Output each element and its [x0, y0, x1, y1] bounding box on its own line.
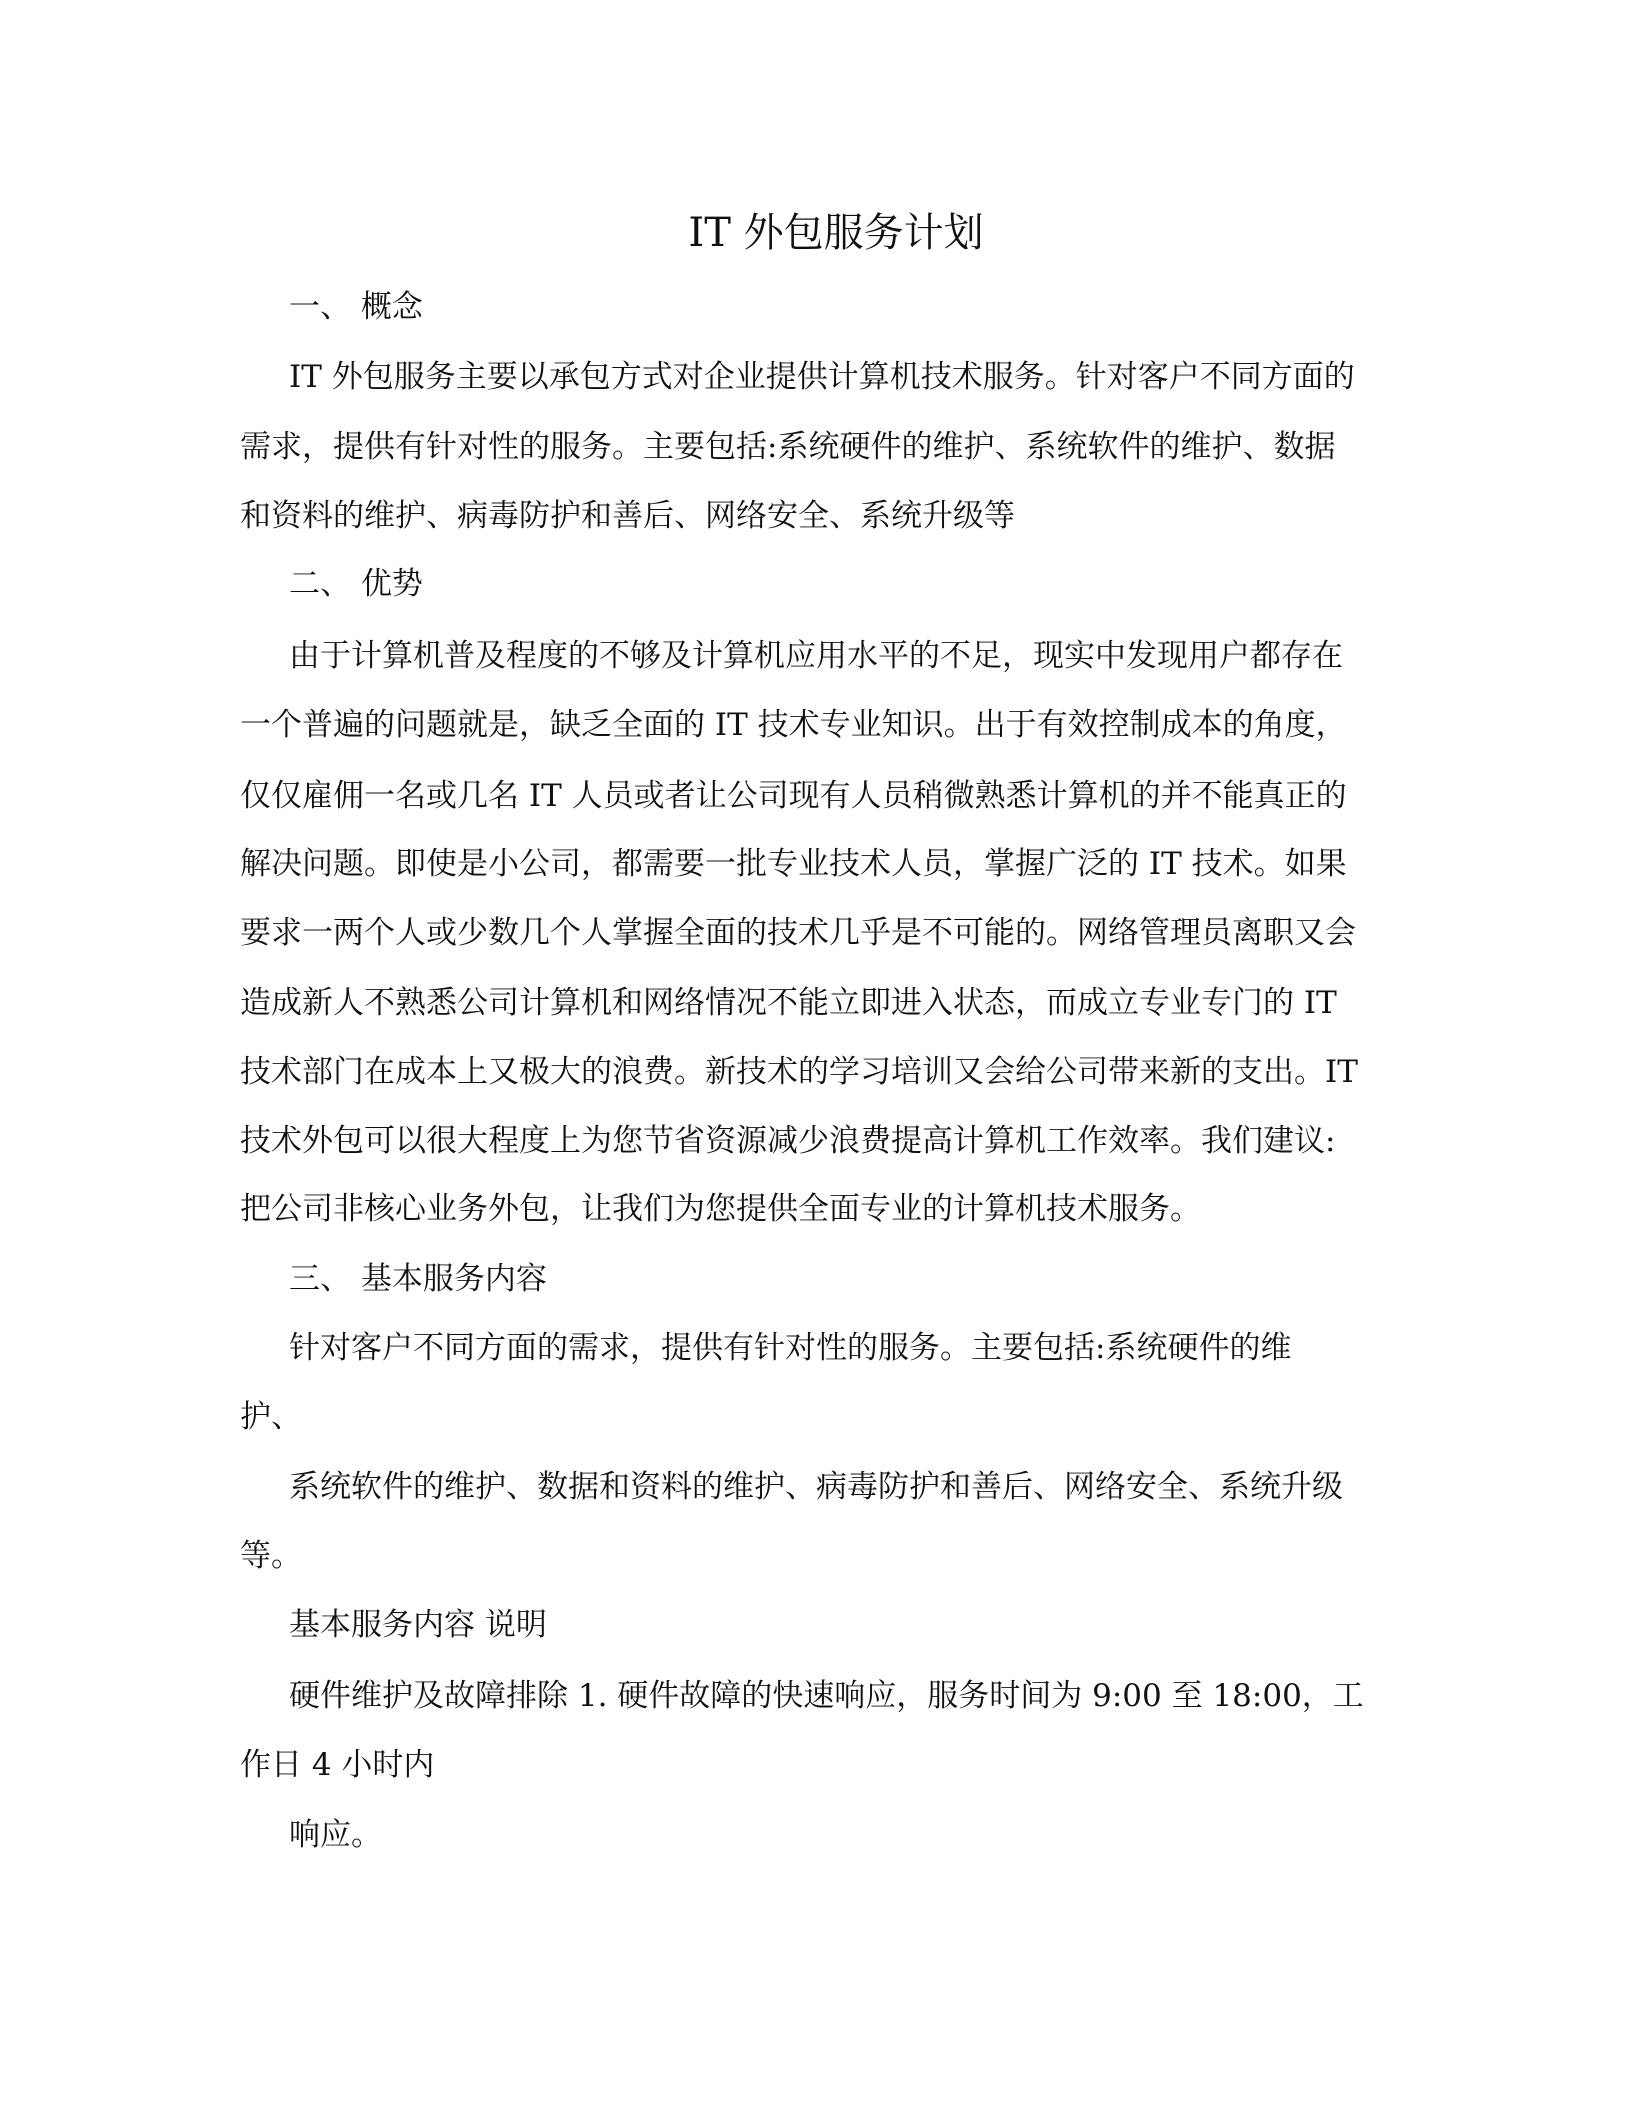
section-heading: 一、 概念	[289, 289, 423, 325]
paragraph-line: IT 外包服务主要以承包方式对企业提供计算机技术服务。针对客户不同方面的	[289, 359, 1355, 395]
paragraph-line: 基本服务内容 说明	[289, 1607, 547, 1643]
paragraph-line: 解决问题。即使是小公司，都需要一批专业技术人员，掌握广泛的 IT 技术。如果	[240, 846, 1347, 882]
paragraph-line: 系统软件的维护、数据和资料的维护、病毒防护和善后、网络安全、系统升级	[289, 1469, 1343, 1505]
paragraph-line: 和资料的维护、病毒防护和善后、网络安全、系统升级等	[240, 498, 1015, 534]
paragraph-line: 等。	[240, 1538, 302, 1574]
section-heading: 三、 基本服务内容	[289, 1261, 547, 1297]
paragraph-line: 一个普遍的问题就是，缺乏全面的 IT 技术专业知识。出于有效控制成本的角度，	[240, 707, 1347, 743]
section-heading: 二、 优势	[289, 566, 423, 602]
paragraph-line: 造成新人不熟悉公司计算机和网络情况不能立即进入状态，而成立专业专门的 IT	[240, 985, 1337, 1021]
paragraph-line: 针对客户不同方面的需求，提供有针对性的服务。主要包括:系统硬件的维	[289, 1330, 1292, 1366]
paragraph-line: 技术外包可以很大程度上为您节省资源减少浪费提高计算机工作效率。我们建议:	[240, 1123, 1336, 1159]
paragraph-line: 仅仅雇佣一名或几名 IT 人员或者让公司现有人员稍微熟悉计算机的并不能真正的	[240, 778, 1347, 814]
paragraph-line: 作日 4 小时内	[240, 1747, 435, 1783]
document-title: IT 外包服务计划	[688, 210, 984, 256]
paragraph-line: 响应。	[289, 1817, 382, 1853]
paragraph-line: 要求一两个人或少数几个人掌握全面的技术几乎是不可能的。网络管理员离职又会	[240, 915, 1356, 951]
paragraph-line: 技术部门在成本上又极大的浪费。新技术的学习培训又会给公司带来新的支出。IT	[240, 1054, 1358, 1090]
paragraph-line: 护、	[240, 1399, 302, 1435]
paragraph-line: 需求，提供有针对性的服务。主要包括:系统硬件的维护、系统软件的维护、数据	[240, 429, 1336, 465]
paragraph-line: 硬件维护及故障排除 1. 硬件故障的快速响应，服务时间为 9:00 至 18:00，工	[289, 1678, 1364, 1714]
paragraph-line: 由于计算机普及程度的不够及计算机应用水平的不足，现实中发现用户都存在	[289, 638, 1343, 674]
paragraph-line: 把公司非核心业务外包，让我们为您提供全面专业的计算机技术服务。	[240, 1191, 1201, 1227]
